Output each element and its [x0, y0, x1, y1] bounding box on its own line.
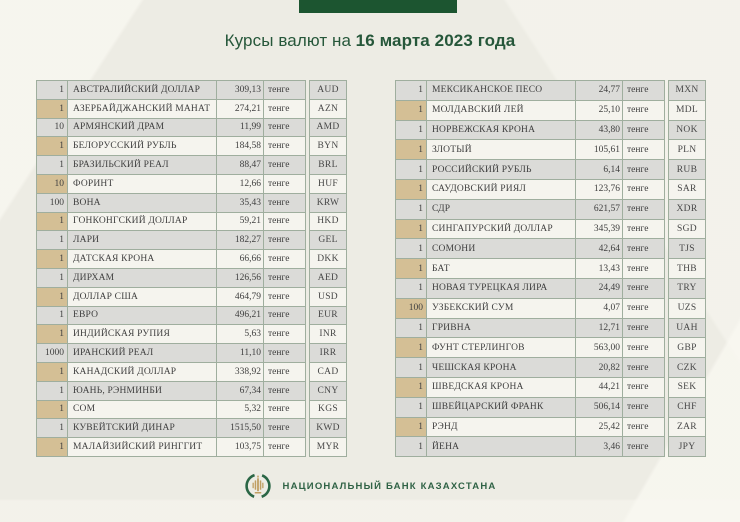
- unit-cell: тенге: [264, 213, 305, 231]
- rate-cell: 12,66: [217, 175, 263, 193]
- qty-cell: 1: [396, 279, 426, 298]
- currency-code-cell: USD: [310, 288, 346, 306]
- currency-code-cell: SEK: [669, 378, 705, 397]
- unit-cell: тенге: [623, 418, 664, 437]
- currency-name-cell: ШВЕЙЦАРСКИЙ ФРАНК: [427, 398, 575, 417]
- rate-cell: 35,43: [217, 194, 263, 212]
- qty-cell: 1: [396, 338, 426, 357]
- rate-cell: 25,10: [576, 101, 622, 120]
- currency-name-cell: РЭНД: [427, 418, 575, 437]
- qty-cell: 1: [37, 401, 67, 419]
- currency-code-cell: THB: [669, 259, 705, 278]
- rates-table-right: [395, 80, 706, 457]
- qty-cell: 1: [396, 101, 426, 120]
- qty-cell: 1: [37, 288, 67, 306]
- qty-cell: 1: [37, 419, 67, 437]
- rate-cell: 621,57: [576, 200, 622, 219]
- currency-code-cell: BRL: [310, 156, 346, 174]
- rate-cell: 496,21: [217, 307, 263, 325]
- qty-cell: 1: [396, 319, 426, 338]
- rate-cell: 11,99: [217, 119, 263, 137]
- currency-code-cell: HUF: [310, 175, 346, 193]
- currency-name-cell: СИНГАПУРСКИЙ ДОЛЛАР: [427, 220, 575, 239]
- currency-code-cell: CNY: [310, 382, 346, 400]
- currency-name-cell: ЕВРО: [68, 307, 216, 325]
- rate-cell: 44,21: [576, 378, 622, 397]
- currency-code-cell: AMD: [310, 119, 346, 137]
- unit-cell: тенге: [264, 438, 305, 456]
- rate-cell: 20,82: [576, 358, 622, 377]
- qty-cell: 1: [396, 180, 426, 199]
- rate-cell: 43,80: [576, 121, 622, 140]
- qty-cell: 1: [37, 100, 67, 118]
- qty-cell: 1: [37, 156, 67, 174]
- currency-code-cell: ZAR: [669, 418, 705, 437]
- currency-name-cell: КУВЕЙТСКИЙ ДИНАР: [68, 419, 216, 437]
- rate-cell: 66,66: [217, 250, 263, 268]
- rate-cell: 59,21: [217, 213, 263, 231]
- unit-cell: тенге: [623, 319, 664, 338]
- rate-cell: 67,34: [217, 382, 263, 400]
- currency-code-cell: MYR: [310, 438, 346, 456]
- currency-code-cell: EUR: [310, 307, 346, 325]
- currency-code-cell: NOK: [669, 121, 705, 140]
- rate-cell: 345,39: [576, 220, 622, 239]
- rates-table-right-main-columns: [395, 80, 665, 457]
- unit-cell: тенге: [264, 81, 305, 99]
- qty-cell: 1: [37, 307, 67, 325]
- unit-cell: тенге: [623, 180, 664, 199]
- currency-name-cell: ЙЕНА: [427, 437, 575, 456]
- currency-code-cell: TRY: [669, 279, 705, 298]
- currency-code-cell: PLN: [669, 140, 705, 159]
- unit-cell: тенге: [264, 288, 305, 306]
- currency-code-cell: CZK: [669, 358, 705, 377]
- qty-cell: 1: [37, 213, 67, 231]
- unit-cell: тенге: [264, 156, 305, 174]
- currency-name-cell: МОЛДАВСКИЙ ЛЕЙ: [427, 101, 575, 120]
- currency-code-cell: SAR: [669, 180, 705, 199]
- qty-cell: 1: [396, 121, 426, 140]
- currency-name-cell: ГРИВНА: [427, 319, 575, 338]
- rate-cell: 506,14: [576, 398, 622, 417]
- qty-cell: 1: [396, 200, 426, 219]
- rates-table-left: [36, 80, 347, 457]
- currency-code-cell: INR: [310, 325, 346, 343]
- rate-cell: 309,13: [217, 81, 263, 99]
- currency-code-cell: XDR: [669, 200, 705, 219]
- qty-cell: 1: [37, 231, 67, 249]
- unit-cell: тенге: [623, 121, 664, 140]
- currency-name-cell: ЛАРИ: [68, 231, 216, 249]
- currency-name-cell: РОССИЙСКИЙ РУБЛЬ: [427, 160, 575, 179]
- currency-name-cell: БАТ: [427, 259, 575, 278]
- unit-cell: тенге: [623, 378, 664, 397]
- currency-code-cell: HKD: [310, 213, 346, 231]
- rate-cell: 123,76: [576, 180, 622, 199]
- qty-cell: 1: [396, 259, 426, 278]
- currency-name-cell: ДОЛЛАР США: [68, 288, 216, 306]
- currency-name-cell: БЕЛОРУССКИЙ РУБЛЬ: [68, 137, 216, 155]
- qty-cell: 1: [37, 269, 67, 287]
- rate-cell: 563,00: [576, 338, 622, 357]
- currency-code-cell: SGD: [669, 220, 705, 239]
- currency-name-cell: АЗЕРБАЙДЖАНСКИЙ МАНАТ: [68, 100, 216, 118]
- national-bank-logo-icon: [244, 472, 272, 500]
- unit-cell: тенге: [264, 401, 305, 419]
- rate-cell: 3,46: [576, 437, 622, 456]
- rate-cell: 5,32: [217, 401, 263, 419]
- rate-cell: 12,71: [576, 319, 622, 338]
- unit-cell: тенге: [623, 140, 664, 159]
- unit-cell: тенге: [623, 437, 664, 456]
- rate-cell: 338,92: [217, 363, 263, 381]
- currency-code-cell: CAD: [310, 363, 346, 381]
- currency-name-cell: АРМЯНСКИЙ ДРАМ: [68, 119, 216, 137]
- footer: [0, 469, 740, 503]
- currency-name-cell: ЮАНЬ, РЭНМИНБИ: [68, 382, 216, 400]
- rate-cell: 1515,50: [217, 419, 263, 437]
- currency-code-cell: TJS: [669, 239, 705, 258]
- currency-name-cell: СОМОНИ: [427, 239, 575, 258]
- unit-cell: тенге: [264, 419, 305, 437]
- rates-table-left-main-columns: [36, 80, 306, 457]
- currency-code-cell: MXN: [669, 81, 705, 100]
- currency-name-cell: МЕКСИКАНСКОЕ ПЕСО: [427, 81, 575, 100]
- currency-name-cell: ЧЕШСКАЯ КРОНА: [427, 358, 575, 377]
- qty-cell: 1: [37, 250, 67, 268]
- rate-cell: 4,07: [576, 299, 622, 318]
- unit-cell: тенге: [623, 81, 664, 100]
- rate-cell: 274,21: [217, 100, 263, 118]
- currency-name-cell: ДИРХАМ: [68, 269, 216, 287]
- qty-cell: 10: [37, 175, 67, 193]
- unit-cell: тенге: [623, 338, 664, 357]
- qty-cell: 1: [396, 437, 426, 456]
- currency-code-cell: KRW: [310, 194, 346, 212]
- rates-table-left-code-column: [309, 80, 347, 457]
- rate-cell: 13,43: [576, 259, 622, 278]
- currency-name-cell: МАЛАЙЗИЙСКИЙ РИНГГИТ: [68, 438, 216, 456]
- bank-name: НАЦИОНАЛЬНЫЙ БАНК КАЗАХСТАНА: [282, 480, 497, 492]
- unit-cell: тенге: [623, 279, 664, 298]
- qty-cell: 1: [396, 378, 426, 397]
- currency-name-cell: НОРВЕЖСКАЯ КРОНА: [427, 121, 575, 140]
- currency-name-cell: ДАТСКАЯ КРОНА: [68, 250, 216, 268]
- currency-name-cell: СОМ: [68, 401, 216, 419]
- title-date: 16 марта 2023 года: [355, 31, 516, 50]
- currency-code-cell: BYN: [310, 137, 346, 155]
- qty-cell: 1000: [37, 344, 67, 362]
- currency-name-cell: САУДОВСКИЙ РИЯЛ: [427, 180, 575, 199]
- unit-cell: тенге: [264, 175, 305, 193]
- currency-code-cell: GBP: [669, 338, 705, 357]
- currency-name-cell: ШВЕДСКАЯ КРОНА: [427, 378, 575, 397]
- unit-cell: тенге: [264, 307, 305, 325]
- unit-cell: тенге: [623, 299, 664, 318]
- rate-cell: 5,63: [217, 325, 263, 343]
- currency-name-cell: СДР: [427, 200, 575, 219]
- unit-cell: тенге: [264, 344, 305, 362]
- qty-cell: 1: [37, 137, 67, 155]
- currency-code-cell: GEL: [310, 231, 346, 249]
- rate-cell: 42,64: [576, 239, 622, 258]
- qty-cell: 1: [396, 418, 426, 437]
- currency-name-cell: ИНДИЙСКАЯ РУПИЯ: [68, 325, 216, 343]
- qty-cell: 1: [37, 325, 67, 343]
- currency-name-cell: УЗБЕКСКИЙ СУМ: [427, 299, 575, 318]
- unit-cell: тенге: [623, 358, 664, 377]
- rate-cell: 25,42: [576, 418, 622, 437]
- unit-cell: тенге: [264, 100, 305, 118]
- unit-cell: тенге: [623, 259, 664, 278]
- unit-cell: тенге: [264, 194, 305, 212]
- rate-cell: 105,61: [576, 140, 622, 159]
- qty-cell: 100: [37, 194, 67, 212]
- qty-cell: 100: [396, 299, 426, 318]
- currency-code-cell: AED: [310, 269, 346, 287]
- currency-name-cell: ЗЛОТЫЙ: [427, 140, 575, 159]
- currency-name-cell: ГОНКОНГСКИЙ ДОЛЛАР: [68, 213, 216, 231]
- currency-code-cell: MDL: [669, 101, 705, 120]
- rate-cell: 126,56: [217, 269, 263, 287]
- currency-name-cell: АВСТРАЛИЙСКИЙ ДОЛЛАР: [68, 81, 216, 99]
- currency-name-cell: БРАЗИЛЬСКИЙ РЕАЛ: [68, 156, 216, 174]
- unit-cell: тенге: [623, 160, 664, 179]
- currency-code-cell: KGS: [310, 401, 346, 419]
- rate-cell: 6,14: [576, 160, 622, 179]
- rate-cell: 182,27: [217, 231, 263, 249]
- currency-code-cell: UZS: [669, 299, 705, 318]
- rates-table-right-code-column: [668, 80, 706, 457]
- unit-cell: тенге: [264, 231, 305, 249]
- rate-cell: 24,49: [576, 279, 622, 298]
- currency-code-cell: IRR: [310, 344, 346, 362]
- currency-code-cell: CHF: [669, 398, 705, 417]
- unit-cell: тенге: [264, 363, 305, 381]
- qty-cell: 1: [396, 358, 426, 377]
- qty-cell: 1: [37, 363, 67, 381]
- qty-cell: 1: [396, 81, 426, 100]
- qty-cell: 1: [396, 140, 426, 159]
- currency-code-cell: AUD: [310, 81, 346, 99]
- unit-cell: тенге: [264, 137, 305, 155]
- unit-cell: тенге: [623, 220, 664, 239]
- unit-cell: тенге: [623, 101, 664, 120]
- qty-cell: 1: [37, 382, 67, 400]
- currency-name-cell: ФУНТ СТЕРЛИНГОВ: [427, 338, 575, 357]
- unit-cell: тенге: [623, 239, 664, 258]
- page-title: [0, 29, 740, 53]
- unit-cell: тенге: [264, 325, 305, 343]
- qty-cell: 1: [396, 220, 426, 239]
- unit-cell: тенге: [623, 398, 664, 417]
- unit-cell: тенге: [623, 200, 664, 219]
- qty-cell: 1: [37, 81, 67, 99]
- rate-cell: 24,77: [576, 81, 622, 100]
- currency-code-cell: KWD: [310, 419, 346, 437]
- currency-name-cell: НОВАЯ ТУРЕЦКАЯ ЛИРА: [427, 279, 575, 298]
- unit-cell: тенге: [264, 250, 305, 268]
- unit-cell: тенге: [264, 119, 305, 137]
- currency-code-cell: UAH: [669, 319, 705, 338]
- currency-name-cell: ИРАНСКИЙ РЕАЛ: [68, 344, 216, 362]
- currency-code-cell: JPY: [669, 437, 705, 456]
- rate-cell: 11,10: [217, 344, 263, 362]
- rate-cell: 184,58: [217, 137, 263, 155]
- currency-name-cell: ВОНА: [68, 194, 216, 212]
- unit-cell: тенге: [264, 269, 305, 287]
- unit-cell: тенге: [264, 382, 305, 400]
- currency-code-cell: DKK: [310, 250, 346, 268]
- rate-cell: 464,79: [217, 288, 263, 306]
- currency-code-cell: RUB: [669, 160, 705, 179]
- currency-code-cell: AZN: [310, 100, 346, 118]
- top-accent-bar: [299, 0, 457, 13]
- qty-cell: 1: [37, 438, 67, 456]
- currency-name-cell: КАНАДСКИЙ ДОЛЛАР: [68, 363, 216, 381]
- qty-cell: 10: [37, 119, 67, 137]
- qty-cell: 1: [396, 398, 426, 417]
- qty-cell: 1: [396, 160, 426, 179]
- qty-cell: 1: [396, 239, 426, 258]
- rate-cell: 103,75: [217, 438, 263, 456]
- currency-name-cell: ФОРИНТ: [68, 175, 216, 193]
- title-prefix: Курсы валют на: [224, 31, 352, 50]
- rate-cell: 88,47: [217, 156, 263, 174]
